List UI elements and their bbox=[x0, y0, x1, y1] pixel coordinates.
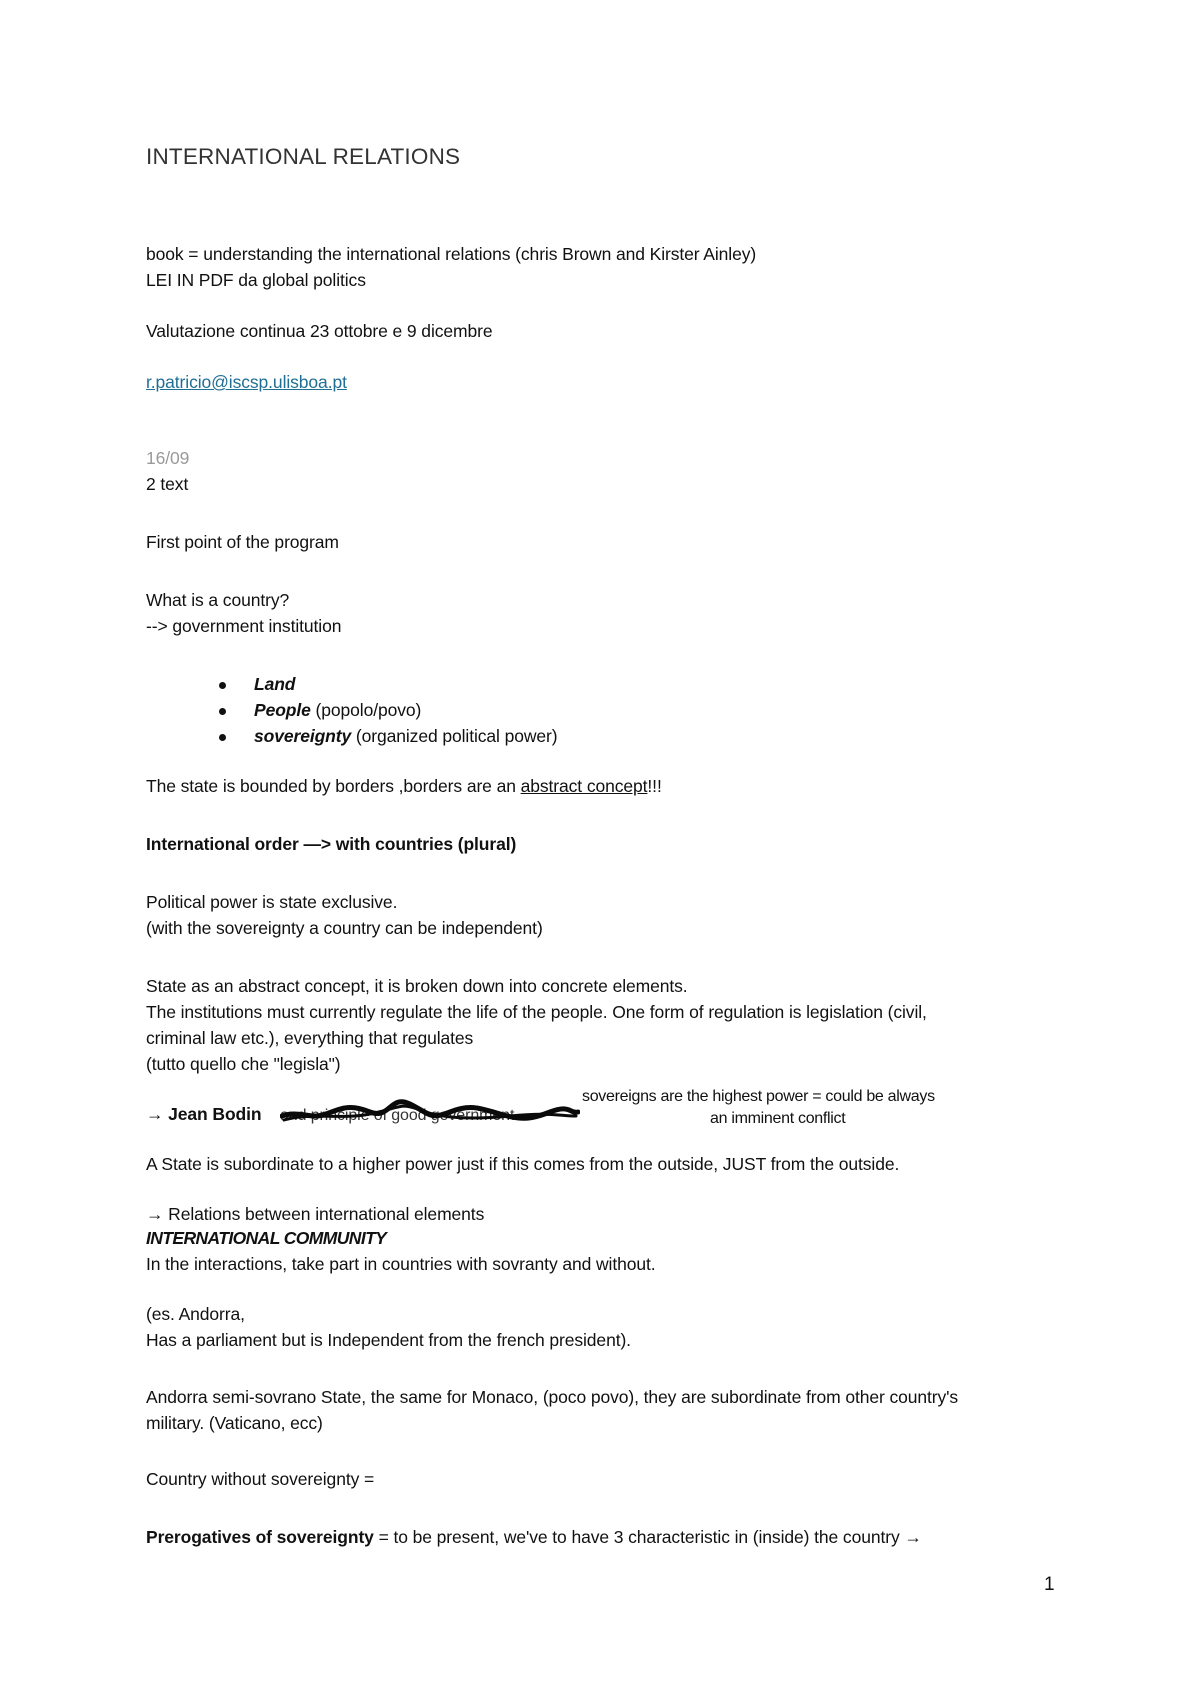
list-item: sovereignty (organized political power) bbox=[254, 726, 558, 746]
with-sovereignty-line: (with the sovereignty a country can be independent) bbox=[146, 918, 543, 938]
without-sovereignty-line: Country without sovereignty = bbox=[146, 1469, 375, 1489]
list-item: People (popolo/povo) bbox=[254, 700, 422, 720]
relations-line: → Relations between international elements bbox=[146, 1204, 485, 1224]
email-link[interactable]: r.patricio@iscsp.ulisboa.pt bbox=[146, 372, 347, 392]
scribble-strikethrough bbox=[280, 1090, 580, 1130]
borders-line: The state is bounded by borders ,borders are an abstract concept!!! bbox=[146, 776, 662, 796]
text-count: 2 text bbox=[146, 474, 189, 494]
state-abstract-line: State as an abstract concept, it is broken down into concrete elements. bbox=[146, 976, 688, 996]
sovereigns-note-1: sovereigns are the highest power = could be always bbox=[582, 1088, 935, 1105]
date-label: 16/09 bbox=[146, 448, 190, 468]
andorra-line-2: military. (Vaticano, ecc) bbox=[146, 1413, 323, 1433]
interactions-line: In the interactions, take part in countries with sovranty and without. bbox=[146, 1254, 656, 1274]
es-andorra-line: (es. Andorra, bbox=[146, 1304, 245, 1324]
list-item: Land bbox=[254, 674, 296, 694]
first-point: First point of the program bbox=[146, 532, 339, 552]
evaluation-line: Valutazione continua 23 ottobre e 9 dicembre bbox=[146, 321, 493, 341]
andorra-line-1: Andorra semi-sovrano State, the same for Monaco, (poco povo), they are subordinate from other country's bbox=[146, 1387, 959, 1407]
institutions-line-1: The institutions must currently regulate the life of the people. One form of regulation is legislation (civil, bbox=[146, 1002, 927, 1022]
prerogatives-line: Prerogatives of sovereignty = to be present, we've to have 3 characteristic in (inside) the country → bbox=[146, 1527, 922, 1547]
sovereigns-note-2: an imminent conflict bbox=[710, 1110, 846, 1127]
bullet-dot bbox=[219, 708, 226, 715]
subordinate-line: A State is subordinate to a higher power just if this comes from the outside, JUST from the outside. bbox=[146, 1154, 900, 1174]
political-power-line: Political power is state exclusive. bbox=[146, 892, 398, 912]
government-line: --> government institution bbox=[146, 616, 342, 636]
email-link-line bbox=[146, 370, 347, 394]
struck-text: and principle of good government bbox=[280, 1107, 515, 1124]
question-line: What is a country? bbox=[146, 590, 290, 610]
community-heading: INTERNATIONAL COMMUNITY bbox=[146, 1228, 387, 1248]
tutto-quello-line: (tutto quello che "legisla") bbox=[146, 1054, 341, 1074]
bullet-dot bbox=[219, 682, 226, 689]
book-line: book = understanding the international relations (chris Brown and Kirster Ainley) bbox=[146, 244, 757, 264]
institutions-line-2: criminal law etc.), everything that regulates bbox=[146, 1028, 474, 1048]
page-title: INTERNATIONAL RELATIONS bbox=[146, 144, 461, 169]
bullet-dot bbox=[219, 734, 226, 741]
page-number: 1 bbox=[1044, 1574, 1055, 1595]
international-order-heading: International order —> with countries (plural) bbox=[146, 834, 517, 854]
parliament-line: Has a parliament but is Independent from the french president). bbox=[146, 1330, 631, 1350]
pdf-line: LEI IN PDF da global politics bbox=[146, 270, 366, 290]
jean-bodin-line: → Jean Bodin bbox=[146, 1104, 262, 1124]
